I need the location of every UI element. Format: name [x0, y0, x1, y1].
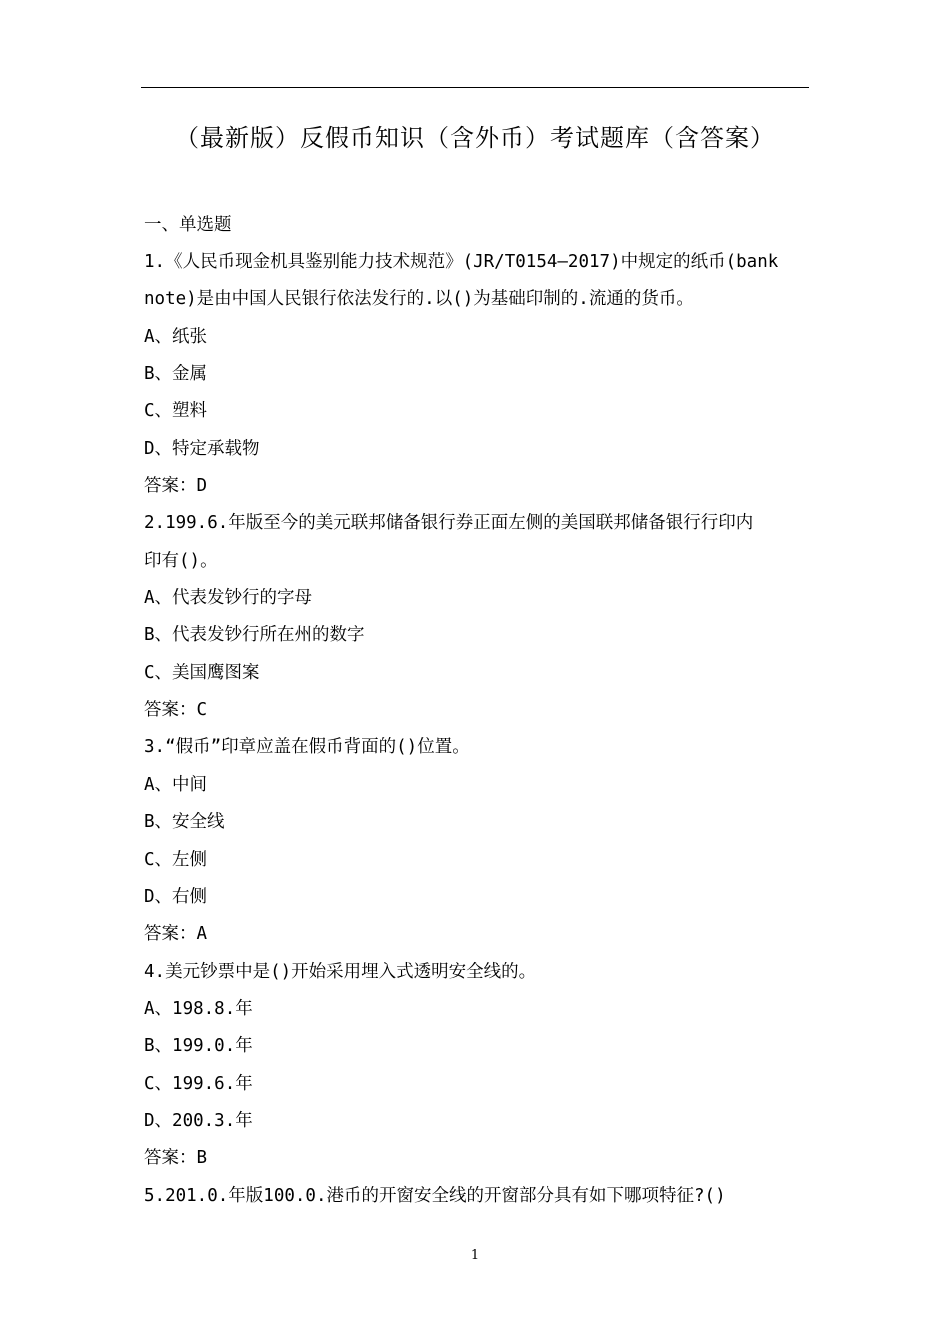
option-text: D、200.3.年 — [144, 1110, 253, 1131]
answer-text: 答案：B — [144, 1148, 208, 1169]
option-text: C、美国鹰图案 — [144, 662, 260, 683]
page-number: 1 — [470, 1248, 480, 1263]
question-text: 4.美元钞票中是()开始采用埋入式透明安全线的。 — [144, 961, 537, 982]
option-text: C、塑料 — [144, 401, 208, 422]
question-text: note)是由中国人民银行依法发行的.以()为基础印制的.流通的货币。 — [144, 289, 694, 310]
document-title: （最新版）反假币知识（含外币）考试题库（含答案） — [175, 124, 775, 152]
option-text: B、金属 — [144, 364, 208, 385]
option-text: D、特定承载物 — [144, 438, 260, 459]
option-text: D、右侧 — [144, 886, 208, 907]
section-heading: 一、单选题 — [144, 215, 232, 235]
option-text: C、左侧 — [144, 849, 208, 870]
question-text: 3.“假币”印章应盖在假币背面的()位置。 — [144, 737, 470, 758]
answer-text: 答案：C — [144, 700, 208, 721]
question-text: 2.199.6.年版至今的美元联邦储备银行券正面左侧的美国联邦储备银行行印内 — [144, 513, 754, 534]
option-text: A、纸张 — [144, 326, 208, 347]
option-text: B、199.0.年 — [144, 1036, 253, 1057]
option-text: B、代表发钞行所在州的数字 — [144, 625, 365, 646]
option-text: B、安全线 — [144, 812, 225, 833]
question-text: 1.《人民币现金机具鉴别能力技术规范》(JR/T0154—2017)中规定的纸币(bank — [144, 252, 779, 272]
option-text: A、代表发钞行的字母 — [144, 588, 313, 609]
header-rule — [141, 87, 809, 88]
option-text: A、198.8.年 — [144, 998, 253, 1019]
question-text: 5.201.0.年版100.0.港币的开窗安全线的开窗部分具有如下哪项特征?() — [144, 1185, 726, 1206]
answer-text: 答案：D — [144, 476, 208, 497]
question-list — [144, 247, 816, 1218]
answer-text: 答案：A — [144, 924, 208, 945]
question-text: 印有()。 — [144, 550, 218, 571]
option-text: C、199.6.年 — [144, 1073, 253, 1094]
option-text: A、中间 — [144, 774, 208, 795]
